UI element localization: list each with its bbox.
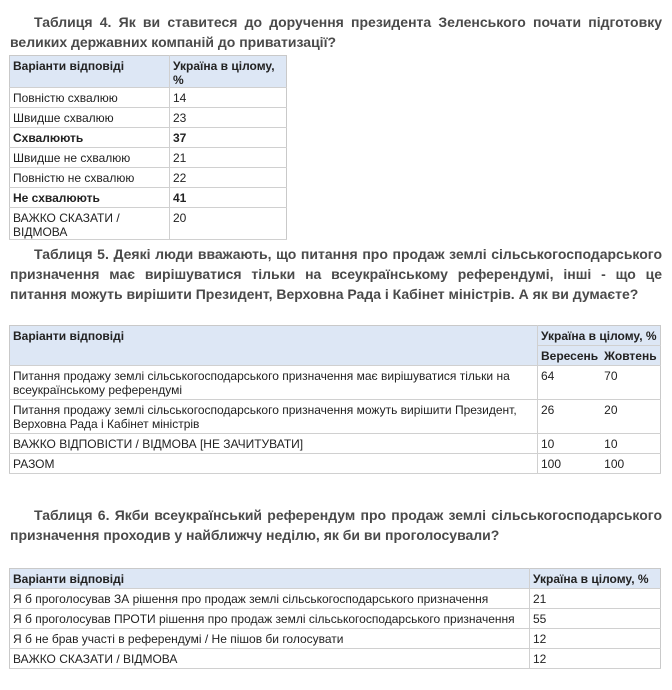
table6	[9, 568, 661, 669]
row-label: Повністю схвалюю	[10, 88, 170, 108]
row-value: 14	[170, 88, 287, 108]
table5-header-value: Україна в цілому, %	[538, 326, 661, 346]
row-label: Повністю не схвалюю	[10, 168, 170, 188]
table6-header-options: Варіанти відповіді	[10, 569, 530, 589]
row-value: 23	[170, 108, 287, 128]
table5-subheader-september: Вересень	[538, 346, 602, 366]
table-row	[10, 88, 287, 108]
row-label: ВАЖКО ВІДПОВІСТИ / ВІДМОВА [НЕ ЗАЧИТУВАТИ]	[10, 434, 538, 454]
row-value: 41	[170, 188, 287, 208]
table5-subheader-october: Жовтень	[601, 346, 660, 366]
table-row	[10, 400, 661, 434]
table4-header-value: Україна в цілому, %	[170, 56, 287, 88]
table-row	[10, 168, 287, 188]
row-value: 21	[170, 148, 287, 168]
row-value: 37	[170, 128, 287, 148]
table-row	[10, 434, 661, 454]
table-row	[10, 366, 661, 400]
table-row	[10, 128, 287, 148]
row-value-october: 70	[601, 366, 660, 400]
row-label: ВАЖКО СКАЗАТИ / ВІДМОВА	[10, 649, 530, 669]
table5-title: Таблиця 5. Деякі люди вважають, що питання про продаж землі сільськогосподарського призначення має вирішуватися тільки на всеукраїнському референдумі, інші - що це питання можуть вирішити Президент, Верховна Рада і Кабінет міністрів. А як ви думаєте?	[10, 246, 662, 302]
row-label: Я б проголосував ЗА рішення про продаж землі сільськогосподарського призначення	[10, 589, 530, 609]
row-value: 22	[170, 168, 287, 188]
row-value: 12	[530, 649, 661, 669]
row-label: Я б проголосував ПРОТИ рішення про продаж землі сільськогосподарського призначення	[10, 609, 530, 629]
table5	[9, 325, 661, 474]
table-row	[10, 108, 287, 128]
row-value-september: 10	[538, 434, 602, 454]
table-row	[10, 629, 661, 649]
table-row	[10, 589, 661, 609]
row-value-september: 26	[538, 400, 602, 434]
table4	[9, 55, 287, 240]
table6-title: Таблиця 6. Якби всеукраїнський референдум про продаж землі сільськогосподарського призначення проходив у найближчу неділю, як би ви проголосували?	[10, 507, 662, 543]
row-value: 21	[530, 589, 661, 609]
table6-header-value: Україна в цілому, %	[530, 569, 661, 589]
row-label: Швидше схвалюю	[10, 108, 170, 128]
row-label: Швидше не схвалюю	[10, 148, 170, 168]
table-row	[10, 188, 287, 208]
row-value-september: 100	[538, 454, 602, 474]
row-value: 12	[530, 629, 661, 649]
row-value-october: 10	[601, 434, 660, 454]
table4-header-options: Варіанти відповіді	[10, 56, 170, 88]
table5-header-options: Варіанти відповіді	[10, 326, 538, 366]
row-label: Я б не брав участі в референдумі / Не пішов би голосувати	[10, 629, 530, 649]
row-label: ВАЖКО СКАЗАТИ / ВІДМОВА	[10, 208, 170, 240]
table-row	[10, 609, 661, 629]
table-row	[10, 649, 661, 669]
row-label: РАЗОМ	[10, 454, 538, 474]
row-value-september: 64	[538, 366, 602, 400]
row-value: 55	[530, 609, 661, 629]
row-label: Питання продажу землі сільськогосподарського призначення має вирішуватися тільки на всеукраїнському референдумі	[10, 366, 538, 400]
table-row	[10, 454, 661, 474]
row-value: 20	[170, 208, 287, 240]
row-label: Не схвалюють	[10, 188, 170, 208]
row-value-october: 100	[601, 454, 660, 474]
table-row	[10, 208, 287, 240]
row-label: Схвалюють	[10, 128, 170, 148]
table4-title: Таблиця 4. Як ви ставитеся до доручення президента Зеленського почати підготовку великих державних компаній до приватизації?	[10, 14, 662, 50]
row-label: Питання продажу землі сільськогосподарського призначення можуть вирішити Президент, Верховна Рада і Кабінет міністрів	[10, 400, 538, 434]
table-row	[10, 148, 287, 168]
row-value-october: 20	[601, 400, 660, 434]
